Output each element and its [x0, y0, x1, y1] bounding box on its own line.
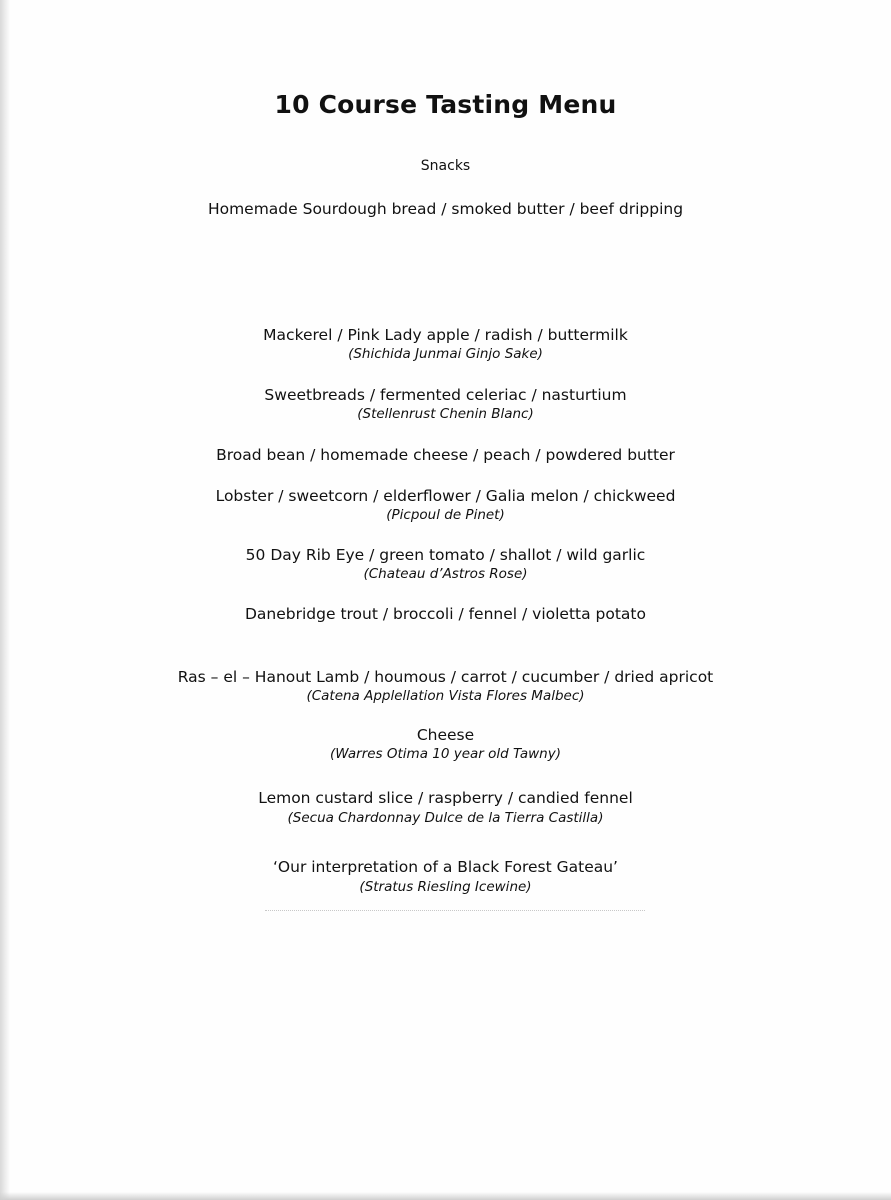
menu-title: 10 Course Tasting Menu [274, 90, 617, 119]
course-dish: Broad bean / homemade cheese / peach / powdered butter [216, 446, 675, 464]
course-dish: Mackerel / Pink Lady apple / radish / buttermilk [263, 326, 628, 344]
course-dish: 50 Day Rib Eye / green tomato / shallot / wild garlic [245, 546, 646, 564]
page-bottom-shadow [0, 1192, 891, 1200]
course-pairing: (Picpoul de Pinet) [386, 507, 505, 523]
course-dish: Cheese [416, 726, 475, 744]
course-pairing: (Stratus Riesling Icewine) [359, 879, 532, 895]
course-dish: Sweetbreads / fermented celeriac / nasturtium [264, 386, 627, 404]
course-dish: Lemon custard slice / raspberry / candied fennel [258, 789, 633, 807]
snacks-item: Homemade Sourdough bread / smoked butter / beef dripping [207, 200, 684, 218]
course-pairing: (Shichida Junmai Ginjo Sake) [348, 346, 543, 362]
course-pairing: (Secua Chardonnay Dulce de la Tierra Castilla) [287, 810, 604, 826]
page-edge-shadow [0, 0, 10, 1200]
course-pairing: (Warres Otima 10 year old Tawny) [330, 746, 561, 762]
course-dish: Danebridge trout / broccoli / fennel / violetta potato [245, 605, 646, 623]
course-dish: Ras – el – Hanout Lamb / houmous / carrot / cucumber / dried apricot [177, 668, 714, 686]
scan-specks [265, 910, 645, 913]
course-pairing: (Stellenrust Chenin Blanc) [357, 406, 534, 422]
course-pairing: (Chateau d’Astros Rose) [363, 566, 528, 582]
snacks-heading: Snacks [420, 158, 471, 174]
course-pairing: (Catena Applellation Vista Flores Malbec) [306, 688, 585, 704]
course-dish: Lobster / sweetcorn / elderflower / Galia melon / chickweed [215, 487, 676, 505]
course-dish: ‘Our interpretation of a Black Forest Gateau’ [273, 858, 618, 876]
